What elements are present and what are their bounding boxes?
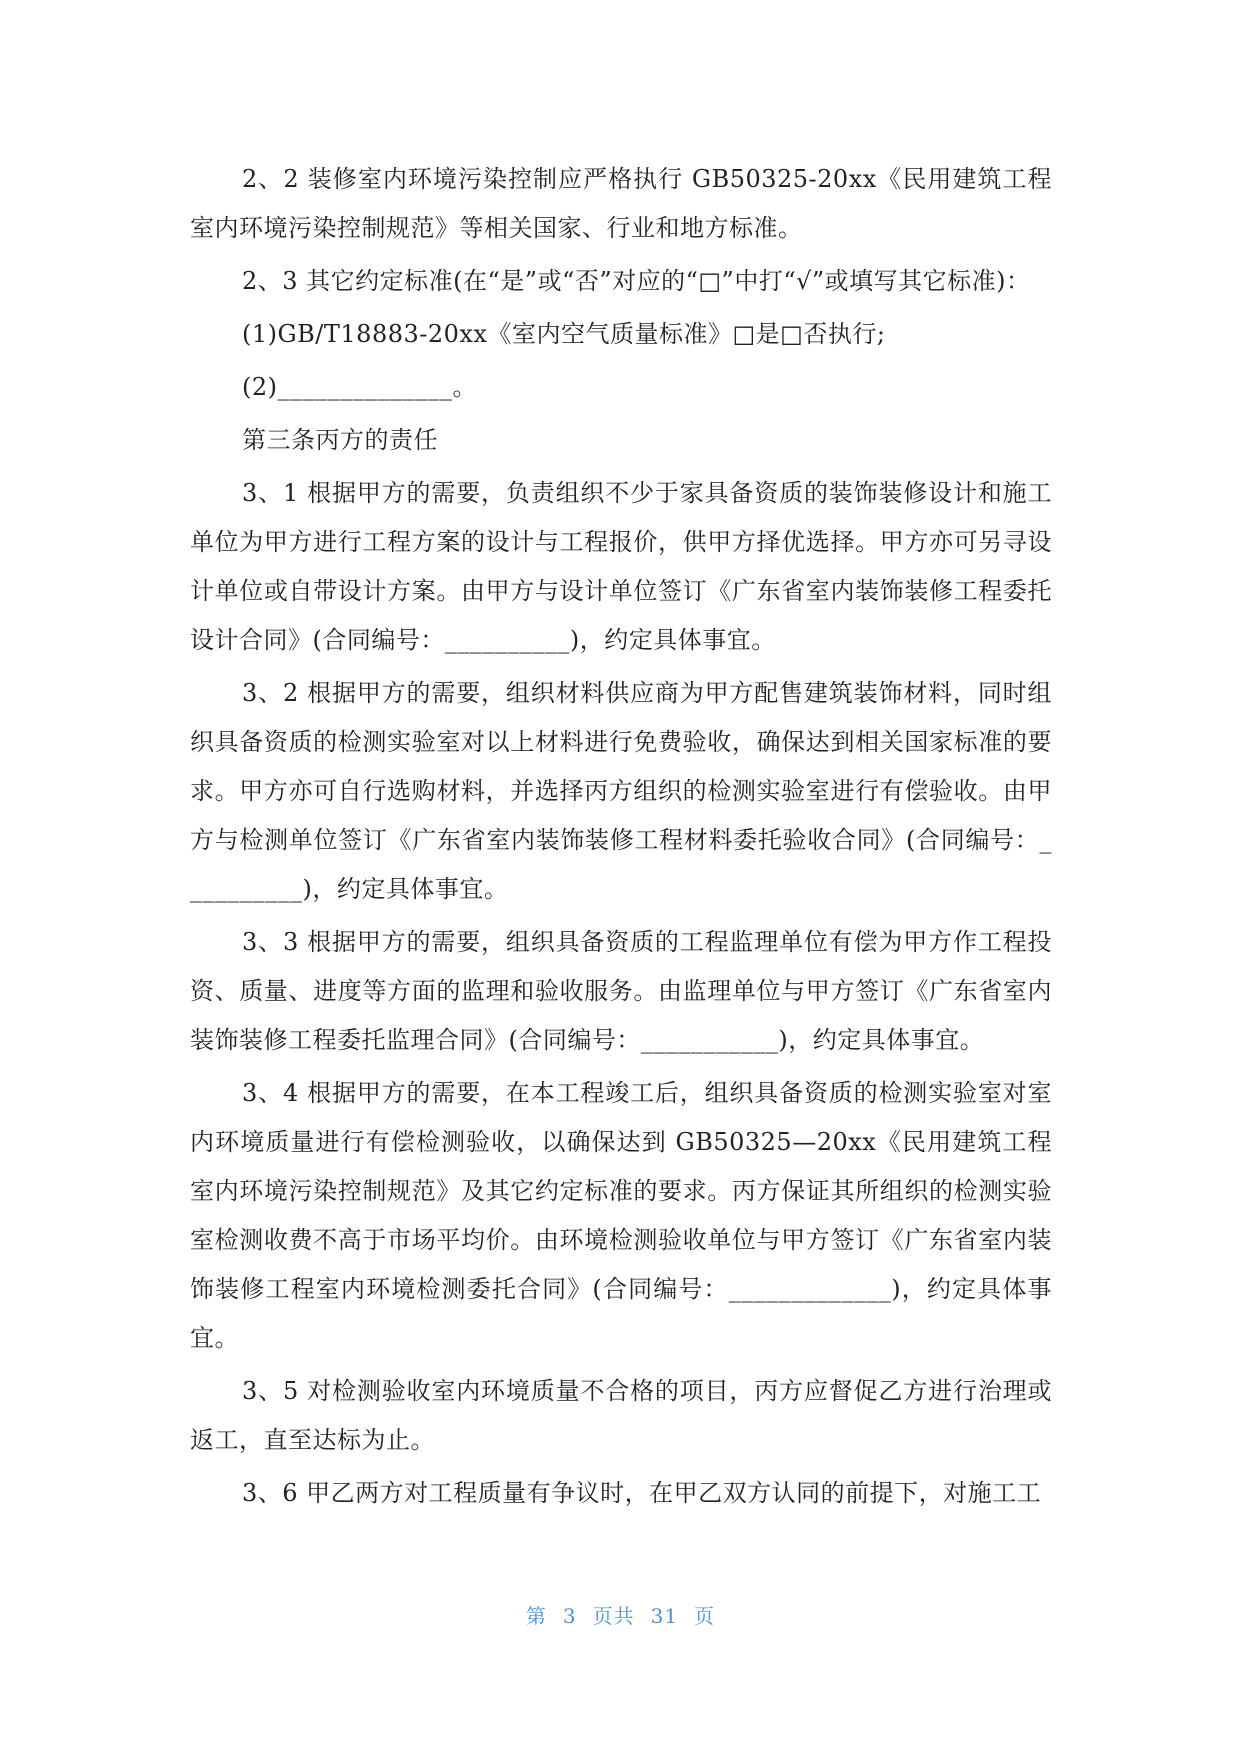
paragraph-2-2: 2、2 装修室内环境污染控制应严格执行 GB50325-20xx《民用建筑工程室内环境污染控制规范》等相关国家、行业和地方标准。 [190, 165, 1052, 242]
document-body [190, 155, 1052, 1522]
paragraph-3-1: 3、1 根据甲方的需要，负责组织不少于家具备资质的装饰装修设计和施工单位为甲方进行工程方案的设计与工程报价，供甲方择优选择。甲方亦可另寻设计单位或自带设计方案。由甲方与设计单位签订《广东省室内装饰装修工程委托设计合同》(合同编号：__________)，约定具体事宜。 [190, 479, 1052, 654]
footer-total-pages: 31 [650, 1604, 679, 1628]
footer-prefix: 第 [525, 1604, 547, 1628]
paragraph-3-5: 3、5 对检测验收室内环境质量不合格的项目，丙方应督促乙方进行治理或返工，直至达标为止。 [190, 1377, 1052, 1454]
page-footer [0, 1600, 1241, 1629]
paragraph-3-6: 3、6 甲乙两方对工程质量有争议时，在甲乙双方认同的前提下，对施工工 [242, 1479, 1042, 1507]
paragraph-standard-1: (1)GB/T18883-20xx《室内空气质量标准》□是□否执行; [242, 320, 886, 348]
paragraph-3-4: 3、4 根据甲方的需要，在本工程竣工后，组织具备资质的检测实验室对室内环境质量进行有偿检测验收，以确保达到 GB50325—20xx《民用建筑工程室内环境污染控制规范》及其它约定标准的要求。丙方保证其所组织的检测实验室检测收费不高于市场平均价。由环境检测验收单位与甲方签订《广东省室内装饰装修工程室内环境检测委托合同》(合同编号：_____________)，约定具体事宜。 [190, 1079, 1052, 1352]
section-heading-article-3: 第三条丙方的责任 [242, 426, 438, 454]
paragraph-2-3: 2、3 其它约定标准(在“是”或“否”对应的“□”中打“√”或填写其它标准)： [242, 267, 1031, 295]
footer-suffix: 页 [694, 1604, 716, 1628]
footer-page-number: 3 [562, 1604, 577, 1628]
footer-mid: 页共 [592, 1604, 635, 1628]
paragraph-3-2: 3、2 根据甲方的需要，组织材料供应商为甲方配售建筑装饰材料，同时组织具备资质的检测实验室对以上材料进行免费验收，确保达到相关国家标准的要求。甲方亦可自行选购材料，并选择丙方组织的检测实验室进行有偿验收。由甲方与检测单位签订《广东省室内装饰装修工程材料委托验收合同》(合同编号：__________)，约定具体事宜。 [190, 679, 1052, 903]
paragraph-3-3: 3、3 根据甲方的需要，组织具备资质的工程监理单位有偿为甲方作工程投资、质量、进度等方面的监理和验收服务。由监理单位与甲方签订《广东省室内装饰装修工程委托监理合同》(合同编号：___________)，约定具体事宜。 [190, 928, 1052, 1054]
paragraph-standard-2: (2)______________。 [242, 373, 477, 401]
